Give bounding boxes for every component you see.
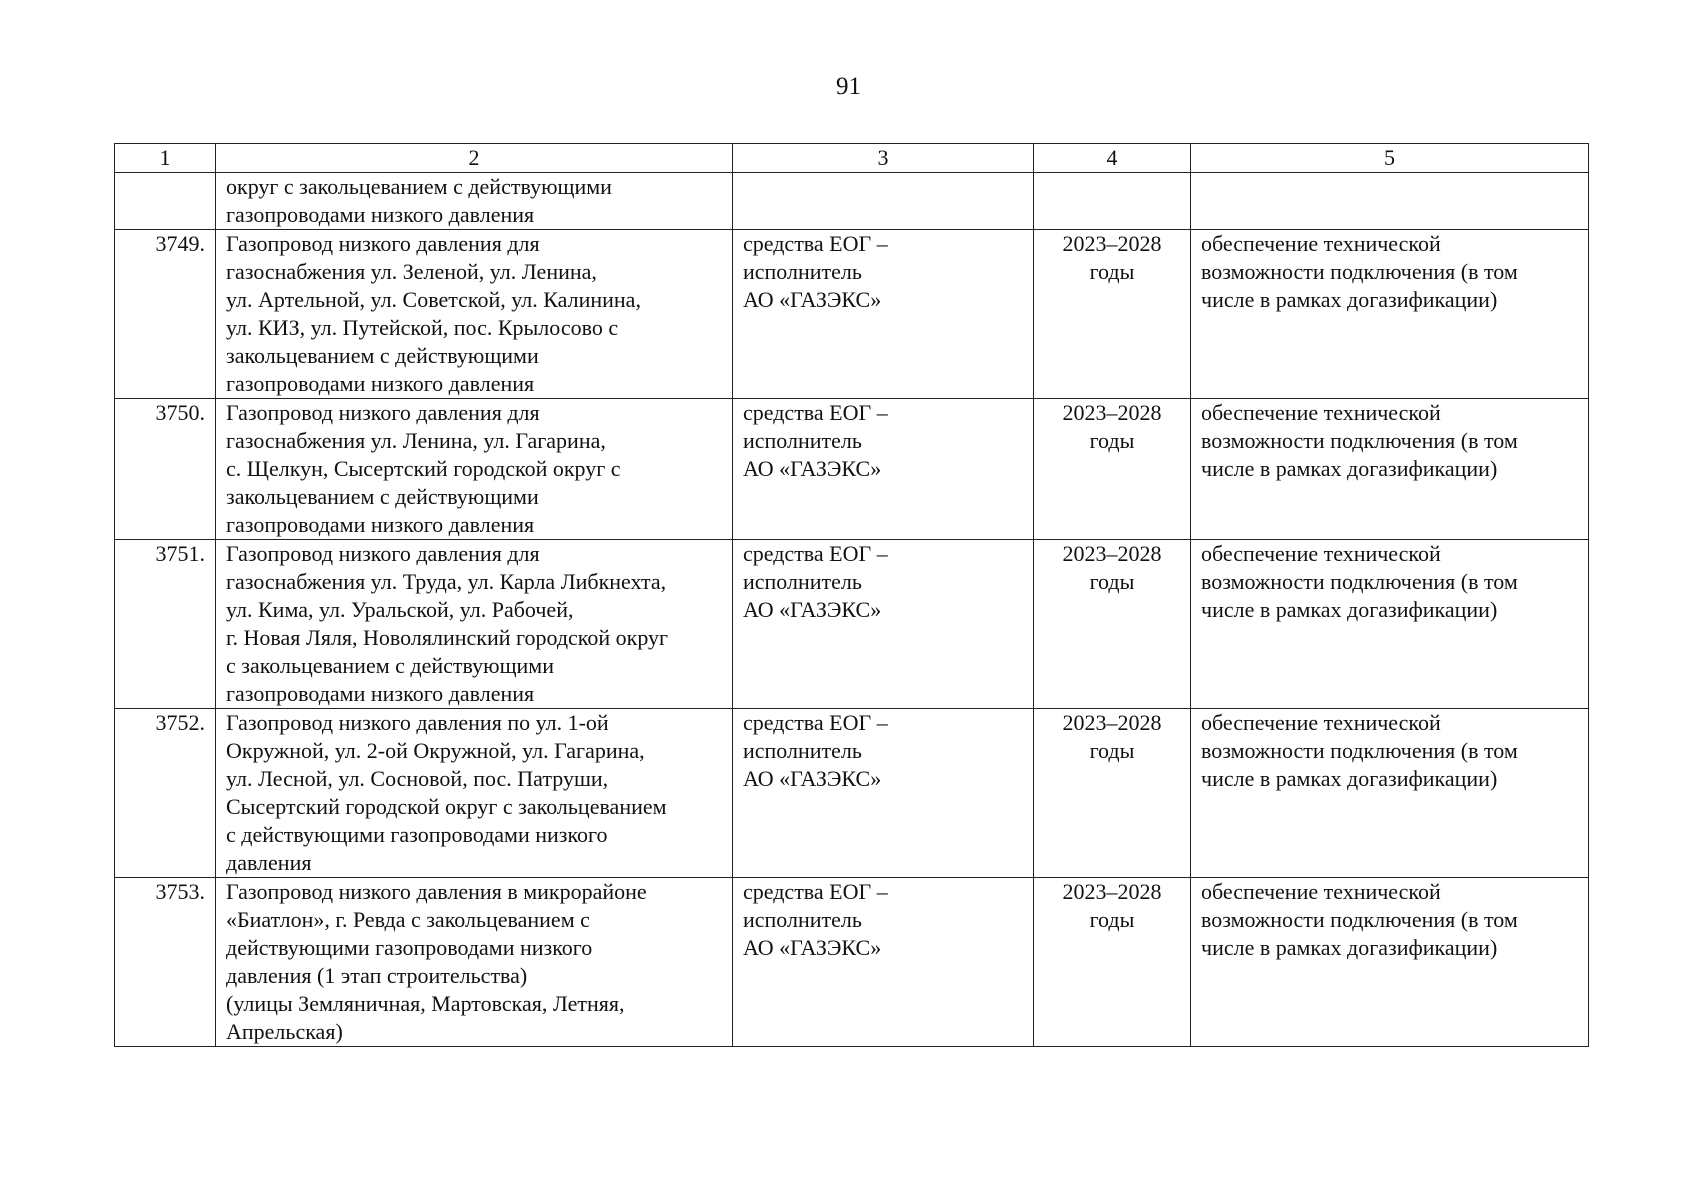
funding-source-line: средства ЕОГ – xyxy=(743,400,888,425)
funding-source-line: АО «ГАЗЭКС» xyxy=(743,935,882,960)
purpose xyxy=(1191,173,1589,230)
header-col-4: 4 xyxy=(1034,144,1191,173)
object-description-line: Газопровод низкого давления для xyxy=(226,541,540,566)
purpose-line: обеспечение технической xyxy=(1201,231,1441,256)
row-number-line: 3752. xyxy=(155,710,205,735)
row-number xyxy=(115,399,216,540)
purpose-line: числе в рамках догазификации) xyxy=(1201,766,1498,791)
funding-source xyxy=(733,173,1034,230)
object-description-line: ул. Лесной, ул. Сосновой, пос. Патруши, xyxy=(226,766,609,791)
table-row xyxy=(115,709,1589,878)
object-description xyxy=(216,399,733,540)
header-col-5: 5 xyxy=(1191,144,1589,173)
implementation-period-line: 2023–2028 xyxy=(1062,710,1162,735)
object-description-line: газопроводами низкого давления xyxy=(226,681,535,706)
funding-source xyxy=(733,878,1034,1047)
row-number-line: 3751. xyxy=(155,541,205,566)
object-description-line: ул. Кима, ул. Уральской, ул. Рабочей, xyxy=(226,597,574,622)
object-description-line: ул. Артельной, ул. Советской, ул. Калинина, xyxy=(226,287,641,312)
funding-source-line: исполнитель xyxy=(743,907,862,932)
row-number-line: 3753. xyxy=(155,879,205,904)
table-row xyxy=(115,878,1589,1047)
funding-source-line: исполнитель xyxy=(743,569,862,594)
implementation-period xyxy=(1034,709,1191,878)
purpose-line: числе в рамках догазификации) xyxy=(1201,597,1498,622)
row-number xyxy=(115,709,216,878)
object-description-line: округ с закольцеванием с действующими xyxy=(226,174,612,199)
object-description xyxy=(216,173,733,230)
funding-source xyxy=(733,709,1034,878)
object-description-line: Газопровод низкого давления для xyxy=(226,400,540,425)
purpose-line: возможности подключения (в том xyxy=(1201,428,1518,453)
table-row xyxy=(115,540,1589,709)
funding-source-line: АО «ГАЗЭКС» xyxy=(743,597,882,622)
purpose-line: обеспечение технической xyxy=(1201,400,1441,425)
object-description-line: газопроводами низкого давления xyxy=(226,371,535,396)
table-header-row xyxy=(115,144,1589,173)
purpose xyxy=(1191,878,1589,1047)
purpose xyxy=(1191,709,1589,878)
funding-source xyxy=(733,399,1034,540)
purpose-line: числе в рамках догазификации) xyxy=(1201,935,1498,960)
funding-source-line: АО «ГАЗЭКС» xyxy=(743,766,882,791)
purpose-line: возможности подключения (в том xyxy=(1201,259,1518,284)
implementation-period-line: годы xyxy=(1089,259,1135,284)
object-description-line: г. Новая Ляля, Новолялинский городской округ xyxy=(226,625,669,650)
object-description-line: закольцеванием с действующими xyxy=(226,484,539,509)
purpose-line: возможности подключения (в том xyxy=(1201,738,1518,763)
object-description-line: Газопровод низкого давления в микрорайоне xyxy=(226,879,647,904)
object-description-line: с действующими газопроводами низкого xyxy=(226,822,608,847)
implementation-period-line: 2023–2028 xyxy=(1062,231,1162,256)
document-table xyxy=(114,143,1589,1047)
row-number-line: 3749. xyxy=(155,231,205,256)
object-description-line: газопроводами низкого давления xyxy=(226,202,535,227)
object-description-line: давления (1 этап строительства) xyxy=(226,963,528,988)
funding-source-line: АО «ГАЗЭКС» xyxy=(743,456,882,481)
object-description-line: ул. КИЗ, ул. Путейской, пос. Крылосово с xyxy=(226,315,619,340)
object-description-line: Апрельская) xyxy=(226,1019,343,1044)
funding-source xyxy=(733,230,1034,399)
object-description-line: действующими газопроводами низкого xyxy=(226,935,593,960)
object-description-line: Газопровод низкого давления по ул. 1-ой xyxy=(226,710,609,735)
implementation-period-line: 2023–2028 xyxy=(1062,879,1162,904)
header-col-2: 2 xyxy=(216,144,733,173)
purpose xyxy=(1191,540,1589,709)
object-description-line: Газопровод низкого давления для xyxy=(226,231,540,256)
object-description-line: Окружной, ул. 2-ой Окружной, ул. Гагарина, xyxy=(226,738,645,763)
row-number xyxy=(115,540,216,709)
purpose-line: возможности подключения (в том xyxy=(1201,907,1518,932)
header-col-3: 3 xyxy=(733,144,1034,173)
object-description-line: газопроводами низкого давления xyxy=(226,512,535,537)
object-description xyxy=(216,230,733,399)
funding-source-line: средства ЕОГ – xyxy=(743,879,888,904)
table-row xyxy=(115,399,1589,540)
object-description-line: закольцеванием с действующими xyxy=(226,343,539,368)
object-description-line: с закольцеванием с действующими xyxy=(226,653,555,678)
object-description-line: (улицы Земляничная, Мартовская, Летняя, xyxy=(226,991,625,1016)
implementation-period xyxy=(1034,399,1191,540)
row-number xyxy=(115,878,216,1047)
purpose-line: числе в рамках догазификации) xyxy=(1201,456,1498,481)
implementation-period xyxy=(1034,540,1191,709)
implementation-period-line: годы xyxy=(1089,738,1135,763)
funding-source xyxy=(733,540,1034,709)
purpose-line: обеспечение технической xyxy=(1201,541,1441,566)
header-col-1: 1 xyxy=(115,144,216,173)
object-description xyxy=(216,878,733,1047)
table-row xyxy=(115,230,1589,399)
funding-source-line: средства ЕОГ – xyxy=(743,710,888,735)
row-number xyxy=(115,173,216,230)
object-description-line: газоснабжения ул. Зеленой, ул. Ленина, xyxy=(226,259,597,284)
object-description-line: с. Щелкун, Сысертский городской округ с xyxy=(226,456,621,481)
implementation-period xyxy=(1034,173,1191,230)
purpose-line: обеспечение технической xyxy=(1201,710,1441,735)
purpose-line: обеспечение технической xyxy=(1201,879,1441,904)
object-description-line: «Биатлон», г. Ревда с закольцеванием с xyxy=(226,907,590,932)
funding-source-line: средства ЕОГ – xyxy=(743,231,888,256)
table-row-continuation xyxy=(115,173,1589,230)
implementation-period xyxy=(1034,230,1191,399)
purpose-line: числе в рамках догазификации) xyxy=(1201,287,1498,312)
object-description xyxy=(216,709,733,878)
implementation-period-line: годы xyxy=(1089,907,1135,932)
implementation-period-line: 2023–2028 xyxy=(1062,400,1162,425)
funding-source-line: АО «ГАЗЭКС» xyxy=(743,287,882,312)
purpose-line: возможности подключения (в том xyxy=(1201,569,1518,594)
implementation-period-line: годы xyxy=(1089,569,1135,594)
object-description-line: газоснабжения ул. Труда, ул. Карла Либкнехта, xyxy=(226,569,667,594)
purpose xyxy=(1191,399,1589,540)
object-description-line: газоснабжения ул. Ленина, ул. Гагарина, xyxy=(226,428,606,453)
funding-source-line: исполнитель xyxy=(743,259,862,284)
page-number: 91 xyxy=(836,73,861,100)
funding-source-line: средства ЕОГ – xyxy=(743,541,888,566)
object-description-line: Сысертский городской округ с закольцеванием xyxy=(226,794,667,819)
row-number-line: 3750. xyxy=(155,400,205,425)
object-description-line: давления xyxy=(226,850,312,875)
table-body xyxy=(115,173,1589,1047)
funding-source-line: исполнитель xyxy=(743,738,862,763)
purpose xyxy=(1191,230,1589,399)
row-number xyxy=(115,230,216,399)
implementation-period-line: 2023–2028 xyxy=(1062,541,1162,566)
funding-source-line: исполнитель xyxy=(743,428,862,453)
implementation-period-line: годы xyxy=(1089,428,1135,453)
implementation-period xyxy=(1034,878,1191,1047)
object-description xyxy=(216,540,733,709)
